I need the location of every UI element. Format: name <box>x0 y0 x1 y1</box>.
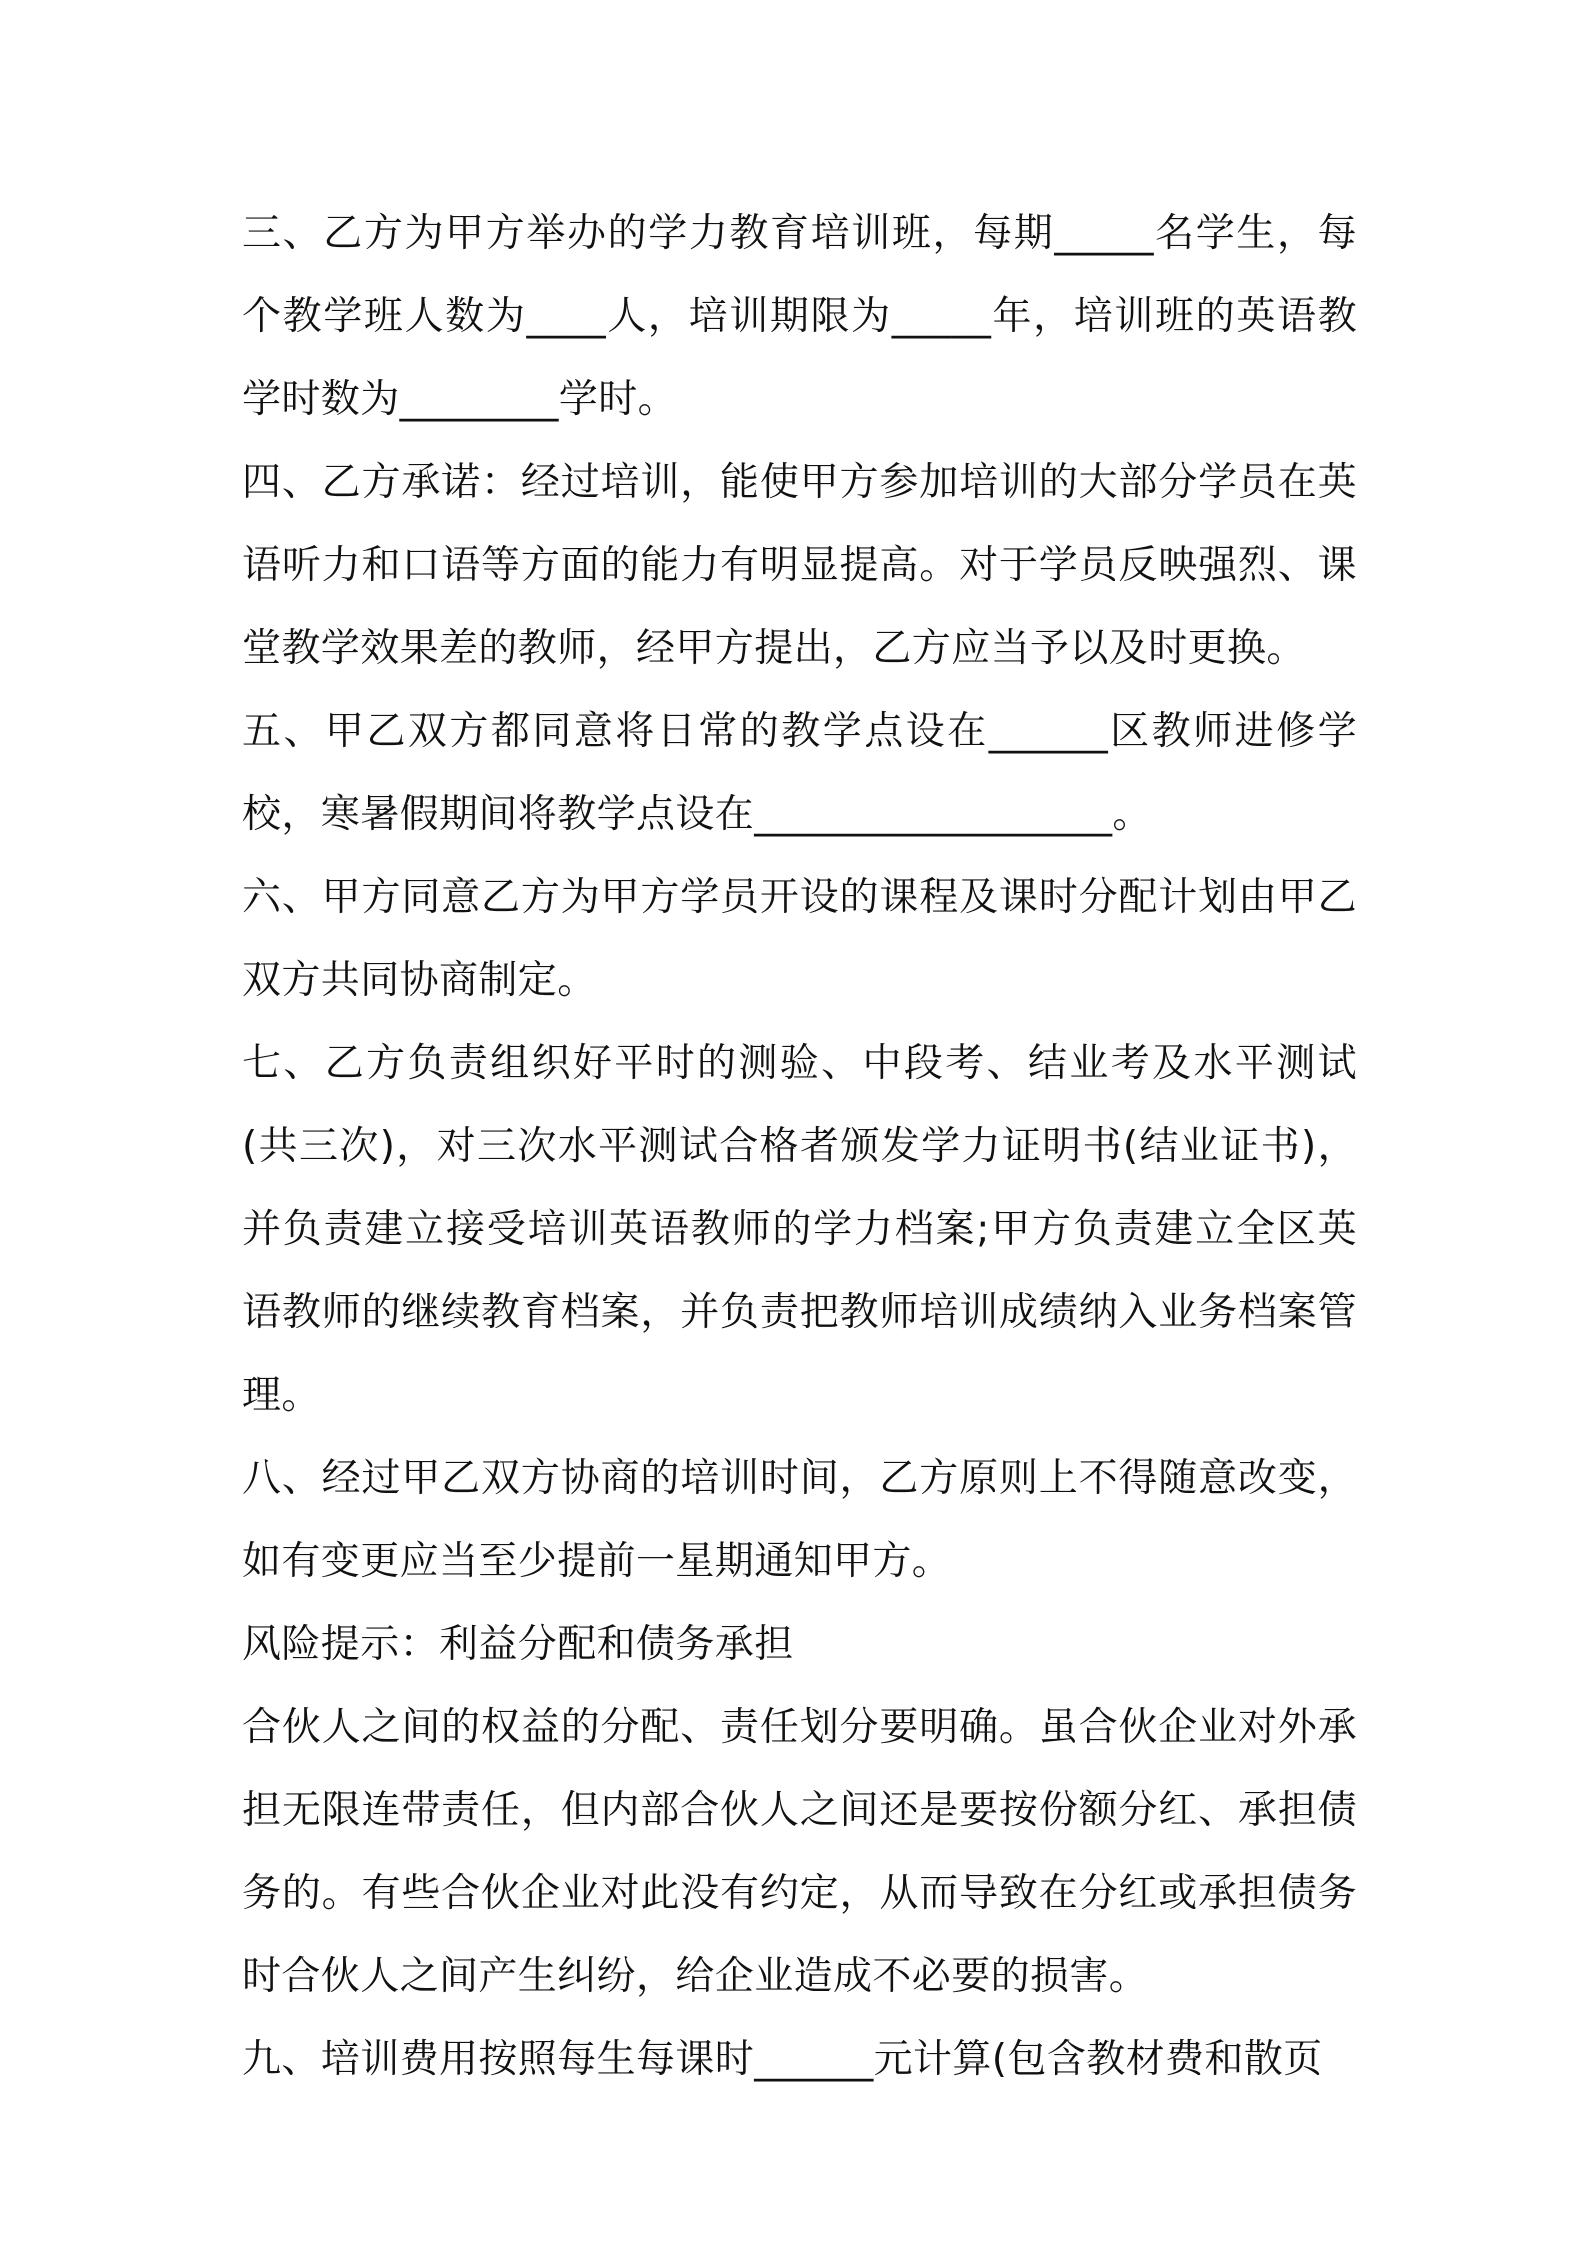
clause-five: 五、甲乙双方都同意将日常的教学点设在______区教师进修学校，寒暑假期间将教学点设在__________________。 <box>242 709 1357 837</box>
clause-nine: 九、培训费用按照每生每课时______元计算(包含教材费和散页 <box>242 2037 1323 2082</box>
clause-eight: 八、经过甲乙双方协商的培训时间，乙方原则上不得随意改变，如有变更应当至少提前一星期通知甲方。 <box>242 1456 1357 1584</box>
document-body <box>242 192 1357 2101</box>
clause-six: 六、甲方同意乙方为甲方学员开设的课程及课时分配计划由甲乙双方共同协商制定。 <box>242 875 1357 1003</box>
clause-four: 四、乙方承诺：经过培训，能使甲方参加培训的大部分学员在英语听力和口语等方面的能力有明显提高。对于学员反映强烈、课堂教学效果差的教师，经甲方提出，乙方应当予以及时更换。 <box>242 460 1357 671</box>
risk-paragraph: 合伙人之间的权益的分配、责任划分要明确。虽合伙企业对外承担无限连带责任，但内部合伙人之间还是要按份额分红、承担债务的。有些合伙企业对此没有约定，从而导致在分红或承担债务时合伙人之间产生纠纷，给企业造成不必要的损害。 <box>242 1705 1357 1999</box>
clause-three: 三、乙方为甲方举办的学力教育培训班，每期_____名学生，每个教学班人数为____人，培训期限为_____年，培训班的英语教学时数为________学时。 <box>242 211 1357 422</box>
risk-heading: 风险提示：利益分配和债务承担 <box>242 1622 794 1667</box>
clause-seven: 七、乙方负责组织好平时的测验、中段考、结业考及水平测试(共三次)，对三次水平测试合格者颁发学力证明书(结业证书)，并负责建立接受培训英语教师的学力档案;甲方负责建立全区英语教师的继续教育档案，并负责把教师培训成绩纳入业务档案管理。 <box>242 1041 1357 1418</box>
